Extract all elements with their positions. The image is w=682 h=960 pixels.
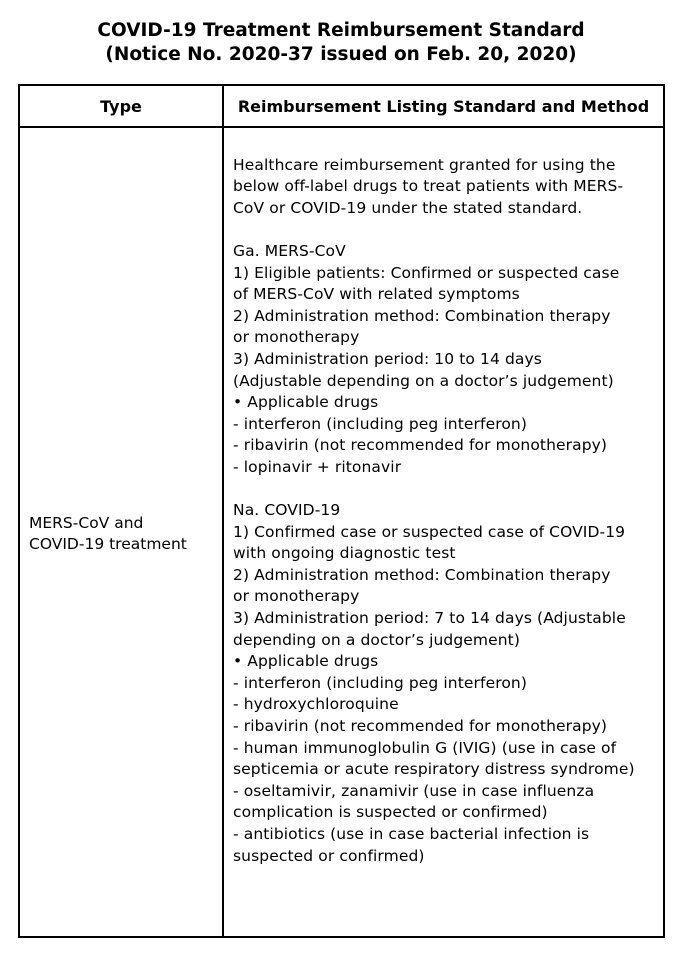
method-line: 2) Administration method: Combination therapy bbox=[233, 306, 611, 325]
method-line: below off-label drugs to treat patients with MERS- bbox=[233, 177, 624, 196]
method-line: • Applicable drugs bbox=[233, 652, 379, 671]
method-line: suspected or confirmed) bbox=[233, 846, 425, 865]
method-line: 1) Confirmed case or suspected case of COVID-19 bbox=[233, 522, 626, 541]
method-line: (Adjustable depending on a doctor’s judgement) bbox=[233, 371, 614, 390]
method-text bbox=[233, 155, 655, 868]
method-line: complication is suspected or confirmed) bbox=[233, 803, 548, 822]
type-line-1: MERS-CoV and bbox=[29, 513, 144, 532]
method-line: of MERS-CoV with related symptoms bbox=[233, 285, 520, 304]
table-header-row bbox=[19, 85, 664, 127]
method-line: Ga. MERS-CoV bbox=[233, 241, 346, 260]
header-method: Reimbursement Listing Standard and Method bbox=[223, 85, 664, 127]
method-line: with ongoing diagnostic test bbox=[233, 544, 456, 563]
method-line: - human immunoglobulin G (IVIG) (use in case of bbox=[233, 738, 617, 757]
method-line: septicemia or acute respiratory distress syndrome) bbox=[233, 760, 635, 779]
title-line-2: (Notice No. 2020-37 issued on Feb. 20, 2020) bbox=[105, 44, 577, 65]
method-line: - hydroxychloroquine bbox=[233, 695, 399, 714]
method-line: - interferon (including peg interferon) bbox=[233, 414, 527, 433]
method-line: 1) Eligible patients: Confirmed or suspected case bbox=[233, 263, 620, 282]
method-line: 3) Administration period: 10 to 14 days bbox=[233, 349, 542, 368]
method-line: - oseltamivir, zanamivir (use in case influenza bbox=[233, 781, 595, 800]
type-line-2: COVID-19 treatment bbox=[29, 535, 187, 553]
method-line: - ribavirin (not recommended for monotherapy) bbox=[233, 436, 608, 455]
method-line: • Applicable drugs bbox=[233, 393, 379, 412]
document-title bbox=[0, 19, 682, 67]
method-line: Na. COVID-19 bbox=[233, 501, 341, 520]
method-line: - lopinavir + ritonavir bbox=[233, 457, 402, 476]
table-row bbox=[19, 127, 664, 937]
title-line-1: COVID-19 Treatment Reimbursement Standard bbox=[97, 20, 585, 41]
method-line: depending on a doctor’s judgement) bbox=[233, 630, 521, 649]
reimbursement-table bbox=[18, 84, 665, 938]
method-line: CoV or COVID-19 under the stated standard. bbox=[233, 198, 583, 217]
method-line: Healthcare reimbursement granted for using the bbox=[233, 155, 616, 174]
method-line: or monotherapy bbox=[233, 328, 360, 347]
method-line: 3) Administration period: 7 to 14 days (Adjustable bbox=[233, 609, 626, 628]
method-line: 2) Administration method: Combination therapy bbox=[233, 565, 611, 584]
method-line: - interferon (including peg interferon) bbox=[233, 673, 527, 692]
method-line: - ribavirin (not recommended for monotherapy) bbox=[233, 717, 608, 736]
type-cell bbox=[19, 127, 223, 937]
method-line bbox=[233, 219, 655, 241]
method-line bbox=[233, 479, 655, 501]
header-type: Type bbox=[19, 85, 223, 127]
method-line: - antibiotics (use in case bacterial infection is bbox=[233, 825, 590, 843]
method-line: or monotherapy bbox=[233, 587, 360, 606]
method-cell bbox=[223, 127, 664, 937]
